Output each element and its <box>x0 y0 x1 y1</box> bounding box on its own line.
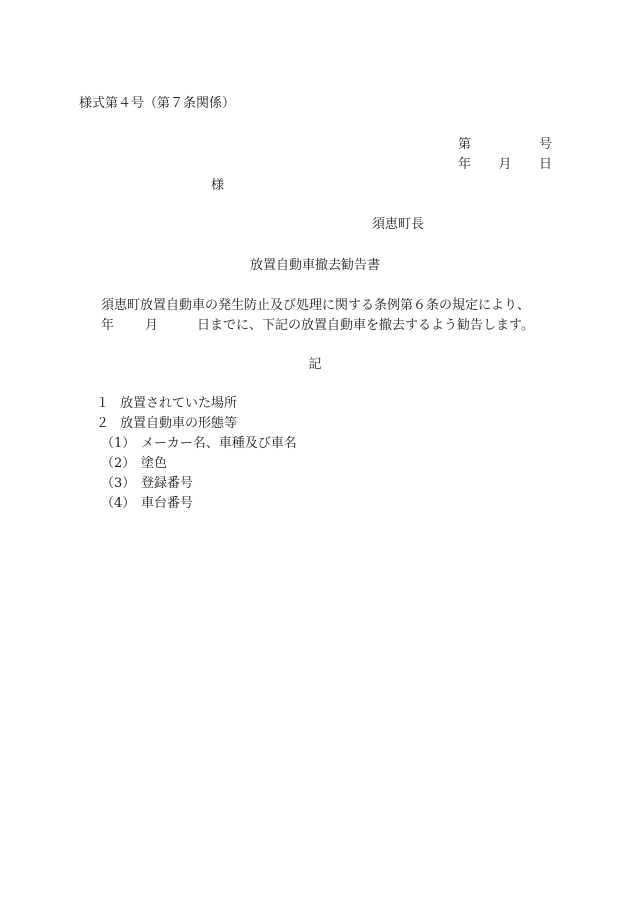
subitem-number: （2） <box>101 456 136 471</box>
subitem-label: 登録番号 <box>141 476 194 491</box>
number-prefix: 第 <box>458 137 472 152</box>
list-item <box>96 416 237 432</box>
body-line-1: 須恵町放置自動車の発生防止及び処理に関する条例第６条の規定により、 <box>101 298 531 313</box>
sub-list-item <box>101 456 167 472</box>
subitem-label: 車台番号 <box>141 496 194 511</box>
subitem-label: メーカー名、車種及び車名 <box>141 436 297 451</box>
date-day: 日 <box>538 157 552 172</box>
date-month: 月 <box>498 157 512 172</box>
date-year: 年 <box>458 157 472 172</box>
issuer: 須恵町長 <box>372 217 425 232</box>
subitem-number: （4） <box>101 496 136 511</box>
sub-list-item <box>101 476 193 492</box>
document-date <box>458 157 552 173</box>
item-number: １ <box>96 396 110 411</box>
form-label: 様式第４号（第７条関係） <box>79 96 236 111</box>
ki-heading: 記 <box>308 357 322 372</box>
body-line-2 <box>101 318 534 334</box>
subitem-label: 塗色 <box>141 456 168 471</box>
item-number: ２ <box>96 416 110 431</box>
body-year: 年 <box>101 318 115 333</box>
body-line-2-tail: 日までに、下記の放置自動車を撤去するよう勧告します。 <box>197 318 534 333</box>
subitem-number: （3） <box>101 476 136 491</box>
body-month: 月 <box>145 318 159 333</box>
number-suffix: 号 <box>538 137 552 152</box>
document-number <box>458 137 552 153</box>
item-label: 放置されていた場所 <box>120 396 238 411</box>
list-item <box>96 396 237 412</box>
item-label: 放置自動車の形態等 <box>120 416 238 431</box>
subitem-number: （1） <box>101 436 136 451</box>
page-title: 放置自動車撤去勧告書 <box>249 258 380 273</box>
sub-list-item <box>101 496 193 512</box>
sub-list-item <box>101 436 297 452</box>
addressee-suffix: 様 <box>211 178 225 193</box>
